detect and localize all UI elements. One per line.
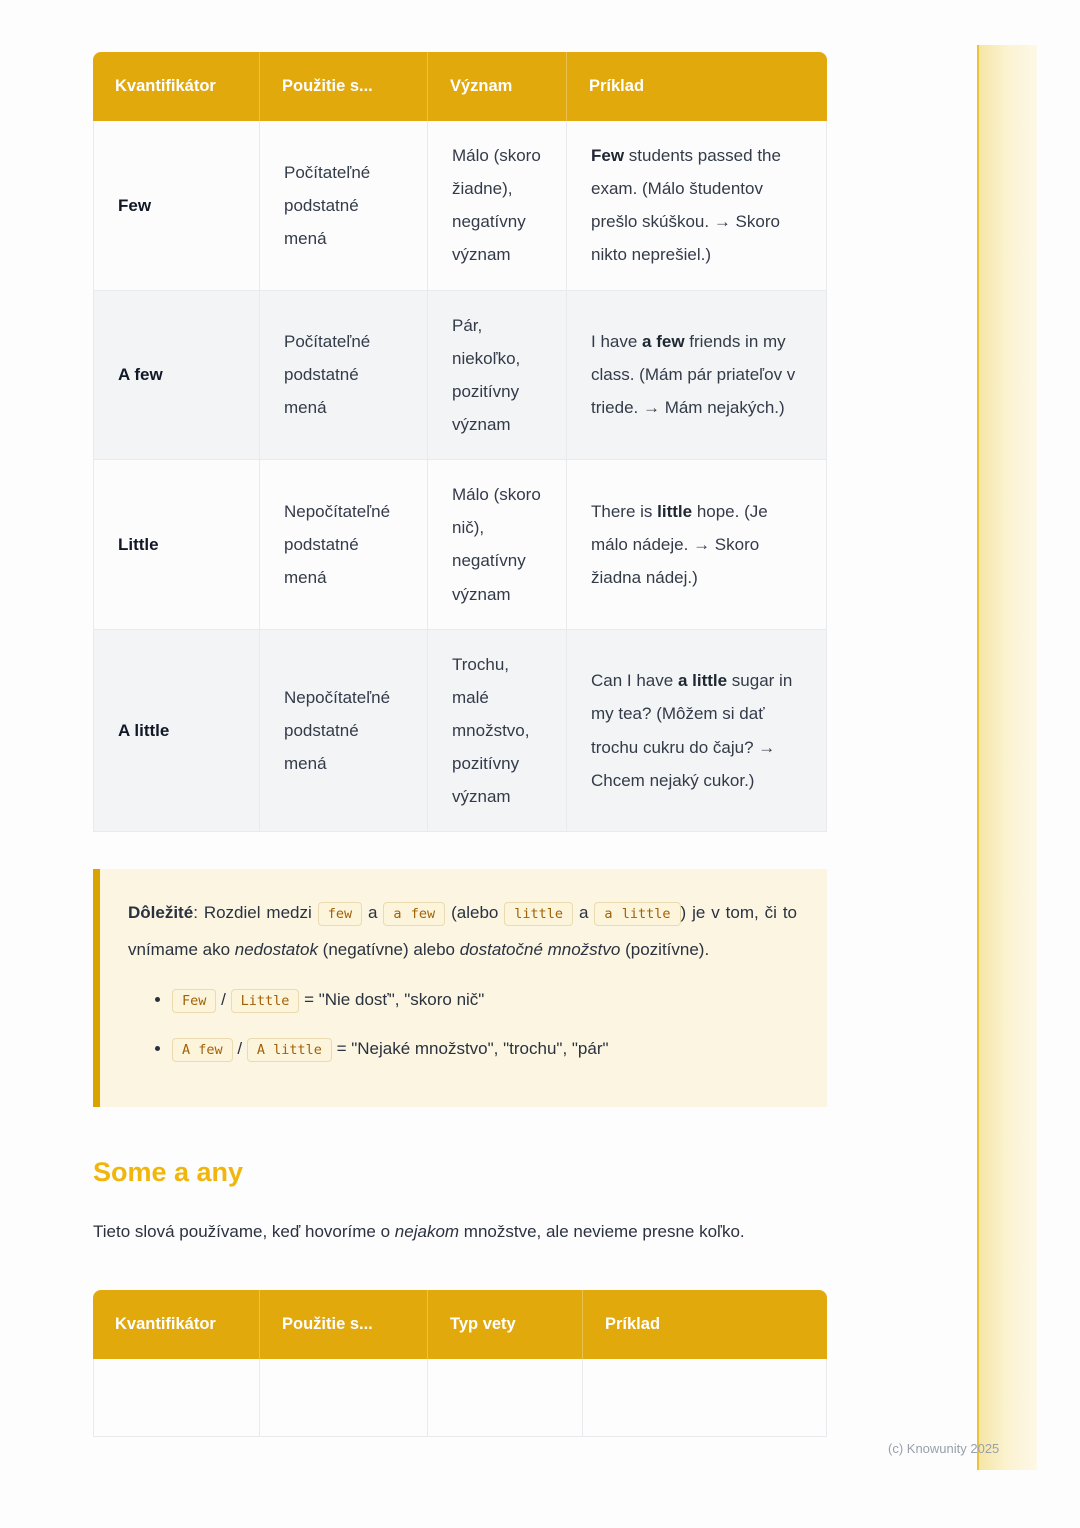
header-cell-priklad: Príklad — [567, 52, 827, 121]
emphasis-text: dostatočné množstvo — [459, 939, 621, 959]
quantifier-table-header — [93, 52, 827, 121]
callout-bullet-list — [156, 984, 797, 1065]
header-cell-kvantifikator: Kvantifikátor — [93, 1290, 260, 1359]
callout-text: Dôležité: Rozdiel medzi few a a few (alebo little a a little ) je v tom, či to vnímame ako nedostatok (negatívne) alebo dostatočné množstvo (pozitívne). — [128, 903, 798, 959]
emphasis-text: nedostatok — [234, 939, 318, 959]
code-chip: few — [318, 902, 362, 926]
code-chip: little — [504, 902, 573, 926]
some-any-table-header — [93, 1290, 827, 1359]
some-any-table — [93, 1290, 827, 1437]
empty-cell — [93, 1359, 260, 1437]
code-chip: Little — [231, 989, 300, 1013]
usage-cell: Nepočítateľné podstatné mená — [260, 630, 428, 833]
meaning-cell: Pár, niekoľko, pozitívny význam — [428, 291, 567, 461]
code-chip: A little — [247, 1038, 332, 1062]
example-cell: Can I have a little sugar in my tea? (Môžem si dať trochu cukru do čaju? → Chcem nejaký cukor.) — [567, 630, 827, 833]
code-chip: A few — [172, 1038, 233, 1062]
table-row-partial — [93, 1359, 827, 1437]
quantifier-cell: Little — [93, 460, 260, 630]
section-heading-some-any: Some a any — [93, 1157, 244, 1188]
intro-paragraph: Tieto slová používame, keď hovoríme o nejakom množstve, ale nevieme presne koľko. — [93, 1222, 745, 1242]
meaning-cell: Trochu, malé množstvo, pozitívny význam — [428, 630, 567, 833]
meaning-cell: Málo (skoro nič), negatívny význam — [428, 460, 567, 630]
table-row-a-little — [93, 630, 827, 833]
empty-cell — [260, 1359, 428, 1437]
empty-cell — [583, 1359, 827, 1437]
header-cell-kvantifikator: Kvantifikátor — [93, 52, 260, 121]
callout-bullet: • Few / Little = "Nie dosť", "skoro nič" — [172, 984, 797, 1016]
example-cell: There is little hope. (Je málo nádeje. → Skoro žiadna nádej.) — [567, 460, 827, 630]
usage-cell: Počítateľné podstatné mená — [260, 121, 428, 291]
quantifier-cell: A few — [93, 291, 260, 461]
table-row-little — [93, 460, 827, 630]
header-cell-pouzitie: Použitie s... — [260, 52, 428, 121]
usage-cell: Nepočítateľné podstatné mená — [260, 460, 428, 630]
table-row-a-few — [93, 291, 827, 461]
example-cell: I have a few friends in my class. (Mám pár priateľov v triede. → Mám nejakých.) — [567, 291, 827, 461]
code-chip: a little — [594, 902, 680, 926]
callout-label: Dôležité — [128, 903, 194, 923]
document-content — [93, 0, 827, 1437]
example-cell: Few students passed the exam. (Málo študentov prešlo skúškou. → Skoro nikto neprešiel.) — [567, 121, 827, 291]
quantifier-cell: Few — [93, 121, 260, 291]
quantifier-cell: A little — [93, 630, 260, 833]
page-edge-stripe — [977, 45, 1037, 1470]
meaning-cell: Málo (skoro žiadne), negatívny význam — [428, 121, 567, 291]
header-cell-vyznam: Význam — [428, 52, 567, 121]
code-chip: Few — [172, 989, 216, 1013]
table-row-few — [93, 121, 827, 291]
callout-bullet: • A few / A little = "Nejaké množstvo", "trochu", "pár" — [172, 1033, 797, 1065]
empty-cell — [428, 1359, 583, 1437]
header-cell-pouzitie: Použitie s... — [260, 1290, 428, 1359]
code-chip: a few — [383, 902, 445, 926]
important-callout — [93, 869, 827, 1107]
usage-cell: Počítateľné podstatné mená — [260, 291, 428, 461]
emphasis-text: nejakom — [394, 1222, 460, 1242]
quantifier-table — [93, 52, 827, 832]
header-cell-typ-vety: Typ vety — [428, 1290, 583, 1359]
watermark: (c) Knowunity 2025 — [888, 1441, 1000, 1456]
header-cell-priklad: Príklad — [583, 1290, 827, 1359]
